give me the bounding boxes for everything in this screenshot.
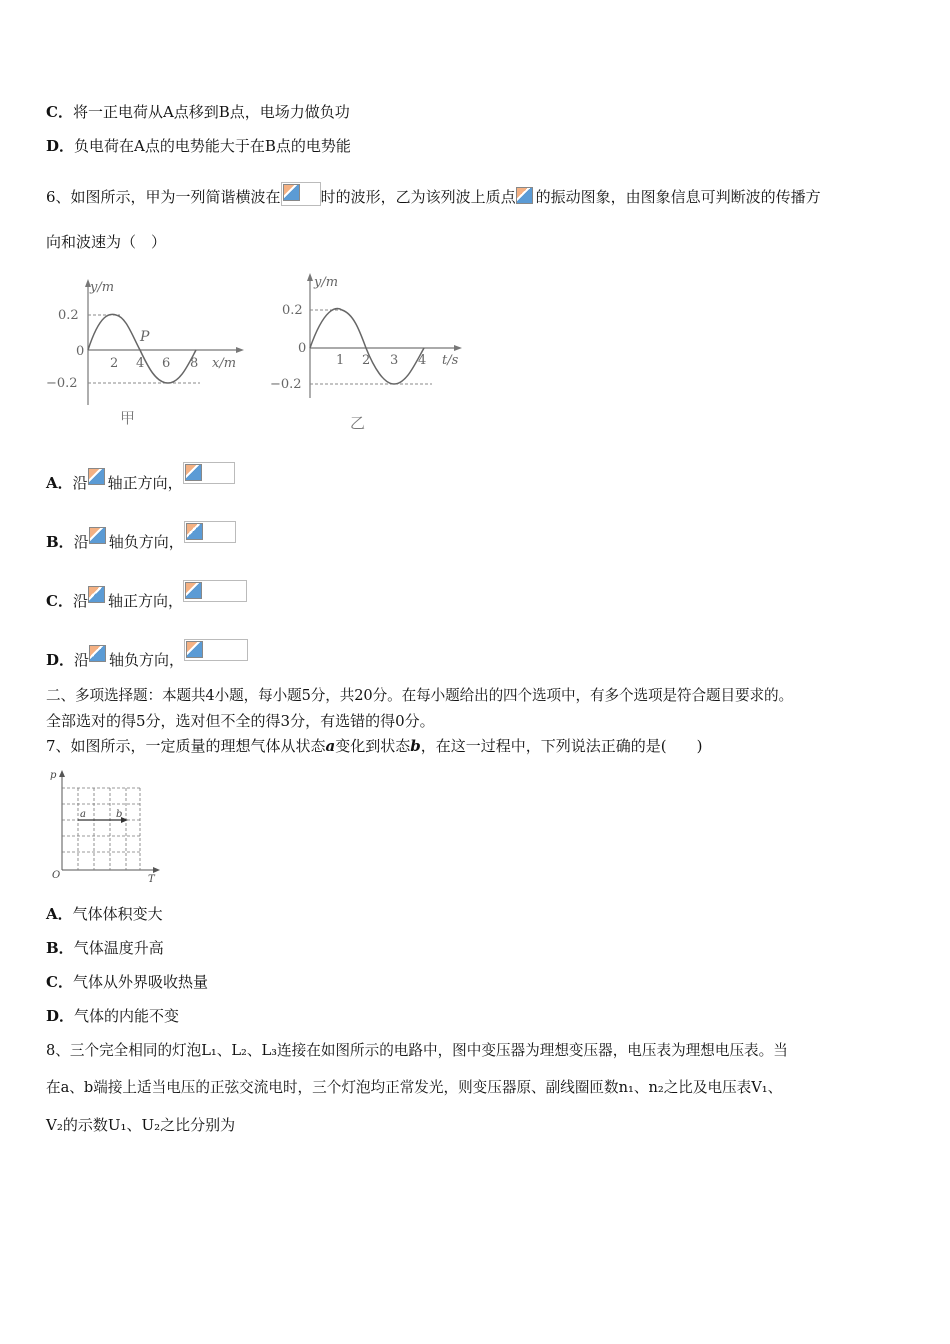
stem-text: ，在这一过程中，下列说法正确的是( ) [420,737,703,755]
stem-text: 7、如图所示，一定质量的理想气体从状态 [46,737,326,755]
t-tick: 4 [418,353,427,368]
point-b-label: b [116,809,123,820]
dashed-grid [62,788,140,870]
t-axis-arrow-icon [454,345,462,351]
broken-image-icon [281,182,321,206]
vibration-curve [310,309,427,384]
y-tick: 0.2 [58,308,79,323]
q6-option-d [46,639,248,670]
option-text: 沿 [74,651,90,669]
option-letter: B． [46,533,74,551]
option-text: 沿 [72,592,88,610]
y-tick: 0 [76,344,85,359]
broken-image-icon [88,586,108,608]
vibration-graph-yi [262,268,472,438]
option-text: 气体温度升高 [73,939,164,957]
option-letter: C． [46,103,73,121]
q7-option-b [46,938,164,958]
q7-option-a [46,904,163,924]
q7-option-c [46,972,208,992]
q8-stem-line2: 在a、b端接上适当电压的正弦交流电时，三个灯泡均正常发光，则变压器原、副线圈匝数n₁、n₂之比及电压表V₁、 [46,1079,783,1096]
y-axis-label: y/m [90,280,115,295]
q5-option-d [46,136,351,156]
stem-text: 如图所示，甲为一列简谐横波在 [70,188,281,206]
q6-option-b [46,521,236,552]
y-tick: 0 [298,341,307,356]
t-axis-arrow-icon [153,867,160,873]
t-axis-label: T [148,874,155,885]
option-text: 气体体积变大 [72,905,163,923]
figure-caption: 甲 [120,409,136,427]
section2-scoring: 全部选对的得5分，选对但不全的得3分，有选错的得0分。 [46,712,435,730]
x-axis-arrow-icon [236,347,244,353]
t-tick: 1 [336,353,345,368]
option-text: 轴负方向， [109,651,185,669]
stem-text: 变化到状态 [335,737,411,755]
option-text: 气体的内能不变 [74,1007,180,1025]
x-tick: 2 [110,356,119,371]
broken-image-icon [183,462,235,484]
broken-image-icon [516,187,536,209]
option-text: 轴负方向， [108,533,184,551]
x-tick: 8 [190,356,199,371]
broken-image-icon [183,580,247,602]
option-text: 轴正方向， [107,592,183,610]
option-letter: D． [46,137,75,155]
state-a: a [325,737,336,755]
option-text: 气体从外界吸收热量 [72,973,208,991]
option-text: 轴正方向， [107,474,183,492]
point-a-label: a [80,809,86,820]
x-axis-label: x/m [212,356,237,371]
option-text: 将一正电荷从A点移到B点，电场力做负功 [72,103,350,121]
option-letter: A． [46,905,73,923]
y-axis-arrow-icon [307,273,313,281]
broken-image-icon [89,645,109,667]
q8-stem-line1: 8、三个完全相同的灯泡L₁、L₂、L₃连接在如图所示的电路中，图中变压器为理想变压器，电压表为理想电压表。当 [46,1042,788,1059]
figure-caption: 乙 [350,414,366,432]
p-t-graph [46,766,166,886]
y-tick: −0.2 [270,377,302,392]
broken-image-icon [88,468,108,490]
x-tick: 6 [162,356,171,371]
q5-option-c [46,102,350,122]
broken-image-icon [184,639,248,661]
p-axis-label: p [50,770,57,781]
point-p-label: P [140,329,150,345]
broken-image-icon [184,521,236,543]
q6-stem-line2: 向和波速为（ ） [46,233,167,251]
t-tick: 3 [390,353,399,368]
q6-option-a [46,462,235,493]
wave-curve [88,314,199,383]
q6-stem-line1 [46,182,821,209]
option-letter: B． [46,939,74,957]
question-number: 6、 [46,188,71,206]
option-letter: A． [46,474,73,492]
q6-option-c [46,580,247,611]
q7-option-d [46,1006,179,1026]
stem-text: 的振动图象，由图象信息可判断波的传播方 [535,188,821,206]
option-letter: D． [46,651,75,669]
state-b: b [410,737,421,755]
option-letter: C． [46,592,73,610]
p-axis-arrow-icon [59,770,65,777]
option-letter: D． [46,1007,75,1025]
section2-header: 二、多项选择题：本题共4小题，每小题5分，共20分。在每小题给出的四个选项中，有多个选项是符合题目要求的。 [46,687,793,704]
y-tick: 0.2 [282,303,303,318]
option-text: 负电荷在A点的电势能大于在B点的电势能 [74,137,351,155]
option-text: 沿 [73,533,89,551]
x-tick: 4 [136,356,145,371]
y-axis-label: y/m [314,275,339,290]
option-text: 沿 [72,474,88,492]
y-tick: −0.2 [46,376,78,391]
option-letter: C． [46,973,73,991]
t-axis-label: t/s [442,353,459,368]
t-tick: 2 [362,353,371,368]
broken-image-icon [89,527,109,549]
q7-stem [46,736,703,756]
wave-graph-jia [40,275,250,435]
stem-text: 时的波形，乙为该列波上质点 [320,188,516,206]
origin-label: O [52,870,61,881]
q8-stem-line3: V₂的示数U₁、U₂之比分别为 [46,1116,236,1134]
